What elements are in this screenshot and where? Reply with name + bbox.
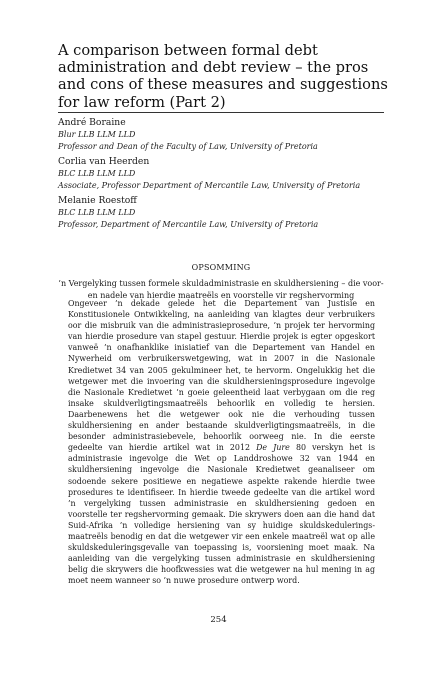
summary-heading: OPSOMMING	[191, 263, 251, 272]
author-entry	[58, 194, 388, 231]
summary-subtitle: ’n Vergelyking tussen formele skuldadministrasie en skuldhersiening – die voor- en nadele van hierdie maatreëls en voorstelle vir regshervorming	[58, 279, 384, 300]
author-list	[58, 116, 388, 231]
summary-header	[58, 262, 384, 302]
author-entry	[58, 155, 388, 192]
journal-name: De Jure	[256, 443, 290, 453]
author-entry	[58, 116, 388, 153]
summary-body	[68, 298, 375, 586]
author-position: Professor, Department of Mercantile Law, University of Pretoria	[58, 220, 319, 229]
page-number: 254	[210, 615, 227, 625]
author-name: Corlia van Heerden	[58, 156, 150, 167]
summary-text-part1: Ongeveer ’n dekade gelede het die Departement van Justisie en Konstitusionele Ontwikkeling, na aanleiding van klagtes deur verbruikers oor die misbruik van die administrasieprosedure, ’n projek ter hervorming van hierdie prosedure van stapel gestuur. Hierdie projek is egter opgeskort vanweë ’n onafhanklike inisiatief van die Departement van Handel en Nywerheid om verbruikerswetgewing, wat in 2007 in die Nasionale Kredietwet 34 van 2005 gekulmineer het, te hervorm. Ongelukkig het die wetgewer met die invoering van die skuldhersieningsprosedure ingevolge die Nasionale Kredietwet ’n goeie geleentheid laat verbygaan om die reg insake skuldverligtingsmaatreëls behoorlik en volledig te hersien. Daarbenewens het die wetgewer ook nie die verhouding tussen skuldhersiening en ander bestaande skuldverligtingsmaatreëls, in die besonder administrasiebevele, behoorlik oorweeg nie. In die eerste gedeelte van hierdie artikel wat in 2012	[68, 299, 375, 453]
author-name: Melanie Roestoff	[58, 195, 137, 206]
author-degrees: BLC LLB LLM LLD	[58, 208, 136, 217]
author-position: Associate, Professor Department of Mercantile Law, University of Pretoria	[58, 181, 361, 190]
summary-text-part2: 80 verskyn het is administrasie ingevolge die Wet op Landdroshowe 32 van 1944 en skuldhersiening ingevolge die Nasionale Kredietwet geanaliseer om sodoende sekere positiewe en negatiewe aspekte rakende hierdie twee prosedures te identifiseer. In hierdie tweede gedeelte van die artikel word ’n vergelyking tussen administrasie en skuldhersiening gedoen en voorstelle ter regshervorming gemaak. Die skrywers doen aan die hand dat Suid-Afrika ’n volledige hersiening van sy huidige skuldskeduleringsmaatreëls benodig en dat die wetgewer vir een enkele maatreël wat op alle skuldskeduleringsgevalle van toepassing is, voorsiening moet maak. Na aanleiding van die vergelyking tussen administrasie en skuldhersiening belig die skrywers die hoofkwessies wat die wetgewer na hul mening in ag moet neem wanneer so ’n nuwe prosedure ontwerp word.	[68, 443, 376, 586]
author-degrees: BLC LLB LLM LLD	[58, 169, 136, 178]
author-degrees: Blur LLB LLM LLD	[58, 130, 136, 139]
title-divider	[58, 112, 384, 113]
article-title: A comparison between formal debt administration and debt review – the pros and cons of these measures and suggestions for law reform (Part 2)	[58, 42, 388, 111]
author-name: André Boraine	[58, 117, 126, 128]
author-position: Professor and Dean of the Faculty of Law, University of Pretoria	[58, 142, 318, 151]
